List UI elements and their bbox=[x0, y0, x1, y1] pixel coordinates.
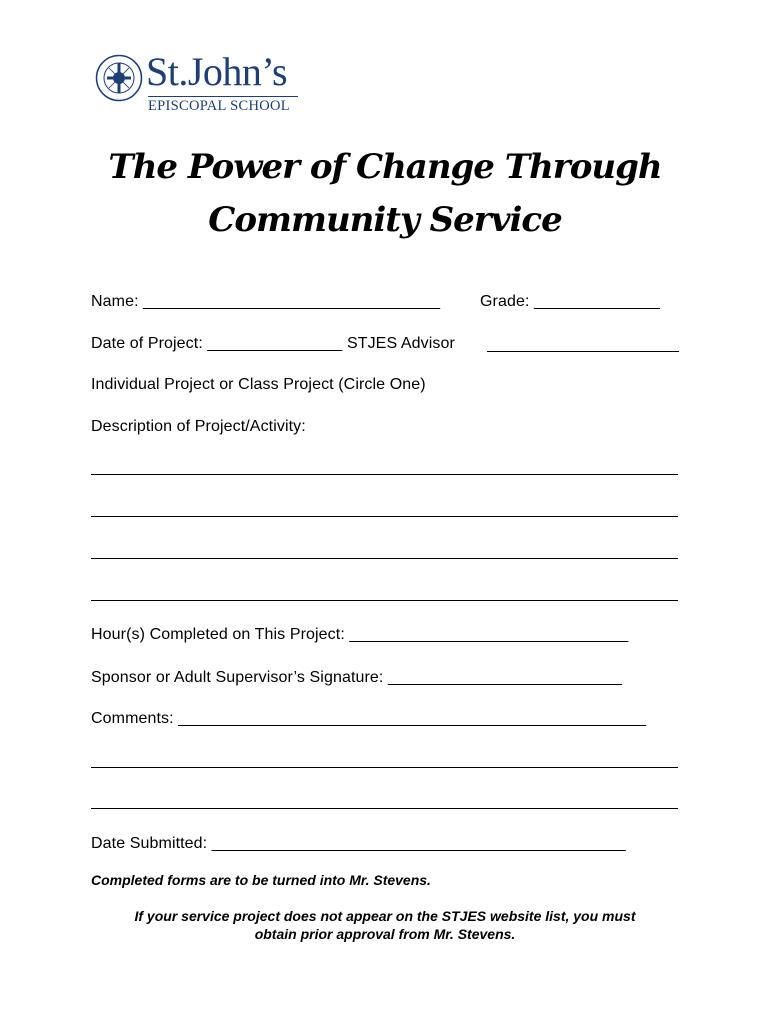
form-title-line-2: Community Service bbox=[208, 200, 562, 240]
description-label: Description of Project/Activity: bbox=[91, 418, 306, 435]
logo-subtitle: EPISCOPAL SCHOOL bbox=[148, 98, 290, 114]
grade-field[interactable]: Grade: ______________ bbox=[480, 293, 661, 310]
form-title-line-1: The Power of Change Through bbox=[108, 147, 662, 187]
project-type-label: Individual Project or Class Project (Circle One) bbox=[91, 376, 426, 393]
approval-note-line-2: obtain prior approval from Mr. Stevens. bbox=[254, 926, 516, 942]
school-logo bbox=[95, 49, 310, 118]
logo-name: St.John’s bbox=[146, 49, 288, 94]
comments-field[interactable]: Comments: ____________________________________________________ bbox=[91, 710, 647, 727]
school-seal-icon bbox=[95, 54, 143, 102]
comments-line-2[interactable] bbox=[91, 808, 678, 809]
hours-field[interactable]: Hour(s) Completed on This Project: _______________________________ bbox=[91, 626, 629, 643]
name-field[interactable]: Name: _________________________________ bbox=[91, 293, 441, 310]
date-of-project-field[interactable]: Date of Project: _______________ STJES Advisor bbox=[91, 335, 455, 352]
completed-forms-note: Completed forms are to be turned into Mr. Stevens. bbox=[91, 872, 431, 888]
approval-note-line-1: If your service project does not appear on the STJES website list, you must bbox=[134, 908, 636, 924]
description-line-3[interactable] bbox=[91, 558, 678, 559]
signature-field[interactable]: Sponsor or Adult Supervisor’s Signature: __________________________ bbox=[91, 669, 622, 686]
logo-divider bbox=[148, 96, 298, 97]
description-line-1[interactable] bbox=[91, 474, 678, 475]
advisor-field-line[interactable] bbox=[487, 351, 679, 352]
comments-line-1[interactable] bbox=[91, 767, 678, 768]
description-line-2[interactable] bbox=[91, 516, 678, 517]
description-line-4[interactable] bbox=[91, 600, 678, 601]
date-submitted-field[interactable]: Date Submitted: ______________________________________________ bbox=[91, 835, 626, 852]
